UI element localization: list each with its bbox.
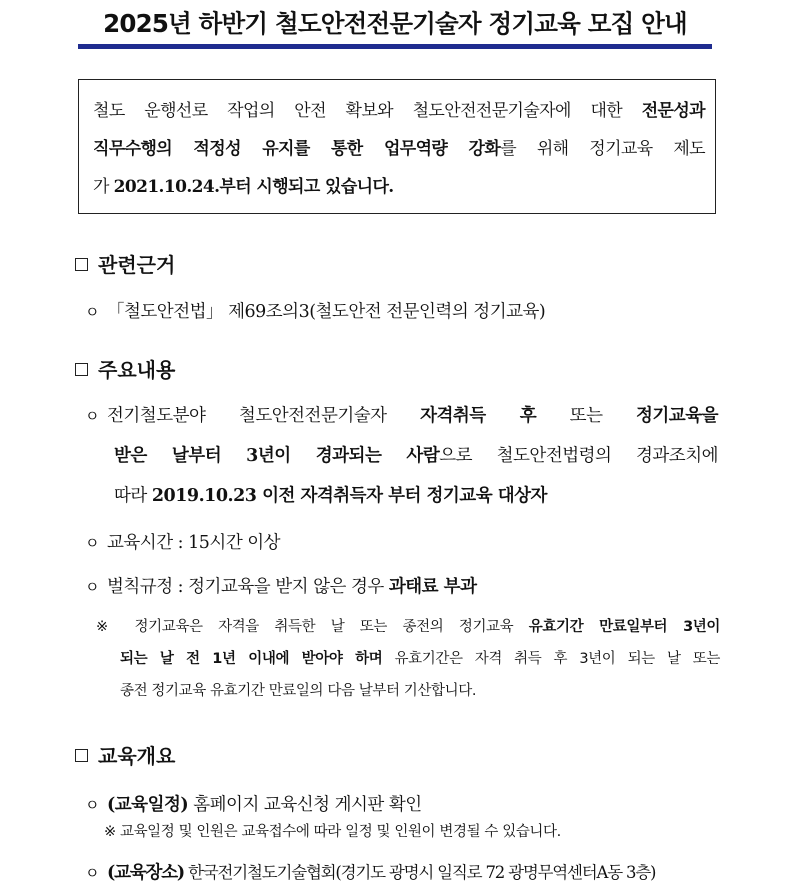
title-block xyxy=(78,6,712,49)
main-item-3 xyxy=(85,572,476,602)
basis-item xyxy=(85,297,545,327)
intro-line-1 xyxy=(93,92,705,130)
circle-bullet-icon: ㅇ xyxy=(85,407,99,425)
item-emphasis: (교육일정) xyxy=(107,795,189,815)
intro-text: 철도 운행선로 작업의 안전 확보와 철도안전전문기술자에 대한 xyxy=(93,101,642,121)
item-emphasis: 자격취득 후 xyxy=(420,406,537,426)
intro-emphasis: 직무수행의 적정성 유지를 통한 업무역량 강화 xyxy=(93,139,501,159)
page-title: 2025년 하반기 철도안전전문기술자 정기교육 모집 안내 xyxy=(103,9,687,38)
circle-bullet-icon: ㅇ xyxy=(85,578,99,596)
basis-item-text: 「철도안전법」 제69조의3(철도안전 전문인력의 정기교육) xyxy=(107,302,546,322)
main-note-line-3 xyxy=(120,679,476,703)
circle-bullet-icon: ㅇ xyxy=(85,534,99,552)
note-text: 유효기간은 자격 취득 후 3년이 되는 날 또는 xyxy=(382,651,720,667)
intro-box xyxy=(78,79,716,214)
section-heading-text: 주요내용 xyxy=(98,358,176,382)
main-note-line-2 xyxy=(120,647,720,671)
note-text: 종전 정기교육 유효기간 만료일의 다음 날부터 기산합니다. xyxy=(120,683,477,699)
circle-bullet-icon: ㅇ xyxy=(85,796,99,814)
note-text: 정기교육은 자격을 취득한 날 또는 종전의 정기교육 xyxy=(134,619,529,635)
note-text: ※ 교육일정 및 인원은 교육접수에 따라 일정 및 인원이 변경될 수 있습니다. xyxy=(104,824,561,840)
main-note-line-1 xyxy=(96,615,720,639)
item-text: 한국전기철도기술협회(경기도 광명시 일직로 72 광명무역센터A동 3층) xyxy=(183,863,656,882)
item-text: 따라 xyxy=(114,486,152,506)
circle-bullet-icon: ㅇ xyxy=(85,864,99,882)
intro-text: 를 위해 정기교육 제도 xyxy=(500,139,706,159)
square-bullet-icon xyxy=(75,363,88,376)
overview-note xyxy=(104,820,561,844)
item-text: 또는 xyxy=(536,406,636,426)
section-heading-text: 교육개요 xyxy=(98,744,176,768)
main-item-2 xyxy=(85,528,280,558)
item-emphasis: (교육장소) xyxy=(107,863,184,883)
main-item-1-line-1 xyxy=(85,401,718,431)
square-bullet-icon xyxy=(75,749,88,762)
intro-emphasis: 전문성과 xyxy=(641,101,705,121)
section-heading-main xyxy=(75,356,175,384)
item-emphasis: 2019.10.23 이전 자격취득자 부터 정기교육 대상자 xyxy=(151,486,547,506)
note-symbol: ※ xyxy=(96,619,120,635)
item-text: 홈페이지 교육신청 게시판 확인 xyxy=(188,795,422,815)
main-item-1-line-3 xyxy=(114,481,547,511)
main-item-1-line-2 xyxy=(114,441,718,471)
item-text: 벌칙규정 : 정기교육을 받지 않은 경우 xyxy=(107,577,389,597)
item-text: 교육시간 : 15시간 이상 xyxy=(107,533,281,553)
intro-line-3 xyxy=(93,168,705,206)
section-heading-overview xyxy=(75,742,175,770)
section-heading-basis xyxy=(75,251,175,279)
intro-emphasis: 2021.10.24.부터 시행되고 있습니다. xyxy=(113,177,394,197)
note-emphasis: 되는 날 전 1년 이내에 받아야 하며 xyxy=(120,651,383,667)
intro-text: 가 xyxy=(93,177,114,197)
intro-line-2 xyxy=(93,130,705,168)
overview-item-2 xyxy=(85,858,655,888)
note-emphasis: 유효기간 만료일부터 3년이 xyxy=(528,619,720,635)
circle-bullet-icon: ㅇ xyxy=(85,303,99,321)
item-text: 전기철도분야 철도안전전문기술자 xyxy=(107,406,421,426)
item-emphasis: 받은 날부터 3년이 경과되는 사람 xyxy=(114,446,440,466)
title-underline xyxy=(78,44,712,49)
section-heading-text: 관련근거 xyxy=(98,253,176,277)
overview-item-1 xyxy=(85,790,422,820)
item-text: 으로 철도안전법령의 경과조치에 xyxy=(439,446,719,466)
square-bullet-icon xyxy=(75,258,88,271)
item-emphasis: 과태료 부과 xyxy=(388,577,477,597)
item-emphasis: 정기교육을 xyxy=(635,406,719,426)
